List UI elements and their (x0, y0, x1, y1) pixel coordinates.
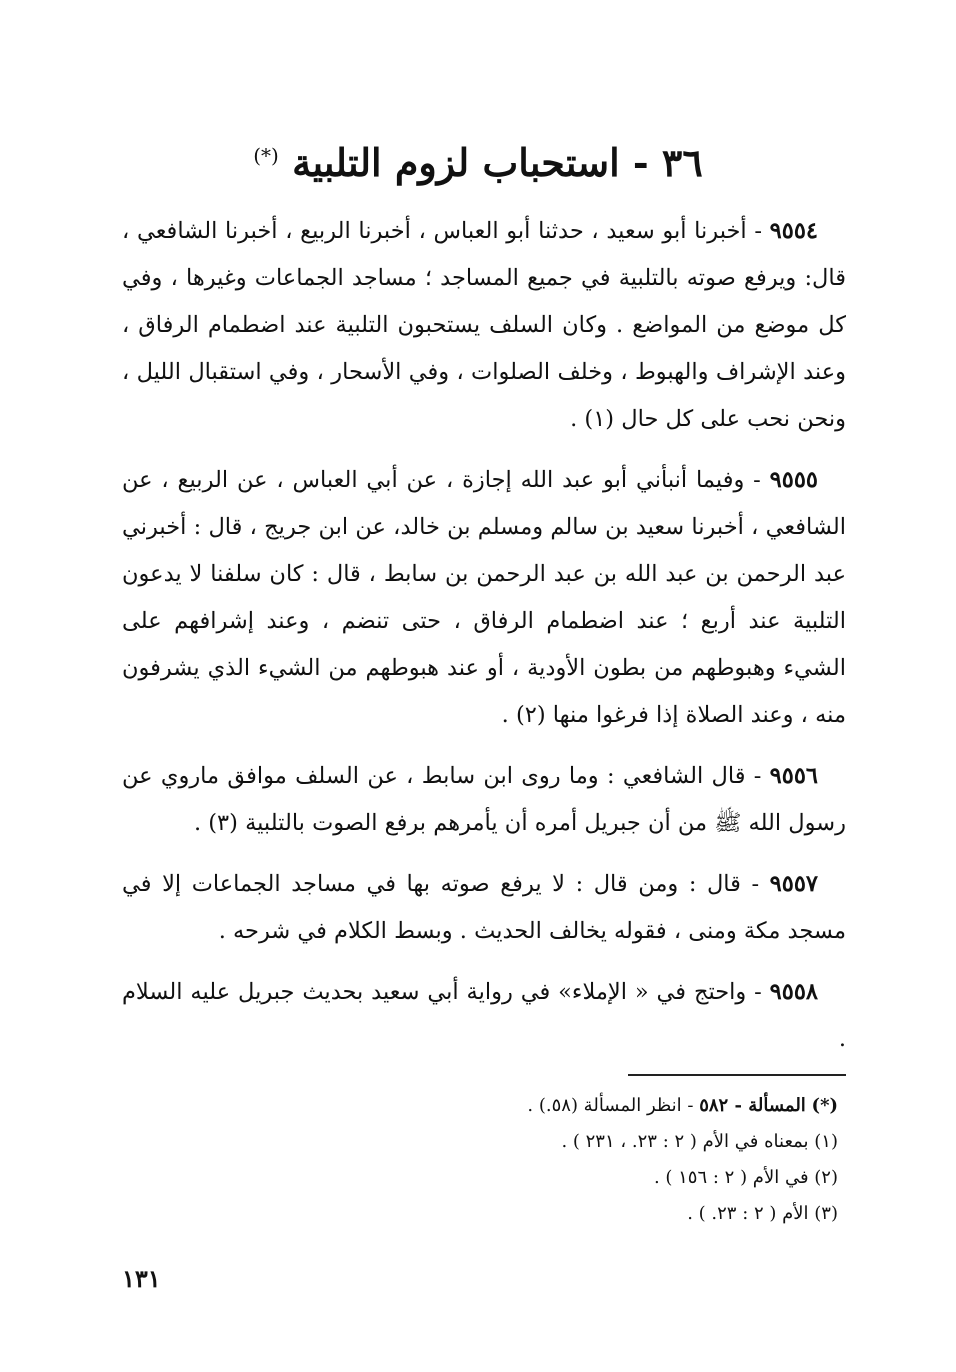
chapter-title-text: ٣٦ - استحباب لزوم التلبية (292, 140, 703, 185)
body-text (122, 208, 846, 1077)
footnote-star-text: - انظر المسألة (٥٨.) . (527, 1095, 694, 1116)
paragraph-end: . (193, 810, 202, 836)
paragraph-text: - أخبرنا أبو سعيد ، حدثنا أبو العباس ، أخبرنا الربيع ، أخبرنا الشافعي ، قال: ويرفع صوته بالتلبية في جميع المساجد ؛ مساجد الجماعات وغيرها ، وفي كل موضع من المواضع . وكان السلف يستحبون التلبية عند اضطمام الرفاق ، وعند الإشراف والهبوط ، وخلف الصلوات ، وفي الأسحار ، وفي استقبال الليل ، ونحن نحب على كل حال (122, 218, 846, 432)
footnote-ref: (٢) (515, 702, 546, 728)
paragraph-end: . (570, 406, 578, 432)
footnote-star (300, 1088, 838, 1124)
paragraph-text: - قال الشافعي : وما روى ابن سابط ، عن السلف موافق ماروي عن رسول الله ﷺ من أن جبريل أمره أن يأمرهم برفع الصوت بالتلبية (122, 763, 846, 836)
paragraph-end: . (501, 702, 509, 728)
paragraph-text: - وفيما أنبأني أبو عبد الله إجازة ، عن أبي العباس ، عن الربيع ، عن الشافعي ، أخبرنا سعيد بن سالم ومسلم بن خالد، عن ابن جريج ، قال : أخبرني عبد الرحمن بن عبد الله بن عبد الرحمن بن سابط ، قال : كان سلفنا لا يدعون التلبية عند أربع ؛ عند اضطمام الرفاق ، حتى تنضم ، وعند إشرافهم على الشيء وهبوطهم من بطون الأودية ، أو عند هبوطهم من الشيء الذي يشرفون منه ، وعند الصلاة إذا فرغوا منها (122, 467, 846, 728)
paragraph-9557 (122, 861, 846, 955)
paragraph-9554 (122, 208, 846, 443)
chapter-title-footnote-mark: (*) (253, 143, 279, 168)
paragraph-text: - واحتج في « الإملاء» في رواية أبي سعيد بحديث جبريل عليه السلام . (122, 979, 846, 1052)
paragraph-number: ٩٥٥٦ (769, 763, 818, 789)
chapter-title (0, 138, 956, 187)
paragraph-number: ٩٥٥٨ (769, 979, 818, 1005)
paragraph-9556 (122, 753, 846, 847)
footnote-star-mark: (*) (811, 1095, 838, 1116)
paragraph-9555 (122, 457, 846, 739)
footnote-1: (١) بمعناه في الأم ( ٢ : ٢٣. ، ٢٣١ ) . (561, 1131, 838, 1152)
footnote-star-issue: المسألة - ٥٨٢ (699, 1095, 806, 1116)
paragraph-text: - قال : ومن قال : لا يرفع صوته بها في مساجد الجماعات إلا في مسجد مكة ومنى ، فقوله يخالف الحديث . وبسط الكلام في شرحه . (122, 871, 846, 944)
page-number: ١٣١ (122, 1264, 161, 1293)
footnote-ref: (١) (584, 406, 615, 432)
footnote-3: (٣) الأم ( ٢ : ٢٣. ) . (687, 1203, 838, 1224)
footnote-divider (628, 1074, 846, 1076)
paragraph-number: ٩٥٥٥ (769, 467, 818, 493)
paragraph-number: ٩٥٥٤ (769, 218, 819, 244)
footnote-ref: (٣) (208, 810, 238, 836)
paragraph-9558 (122, 969, 846, 1063)
footnotes (300, 1088, 838, 1232)
paragraph-number: ٩٥٥٧ (769, 871, 818, 897)
footnote-2: (٢) في الأم ( ٢ : ١٥٦ ) . (653, 1167, 838, 1188)
